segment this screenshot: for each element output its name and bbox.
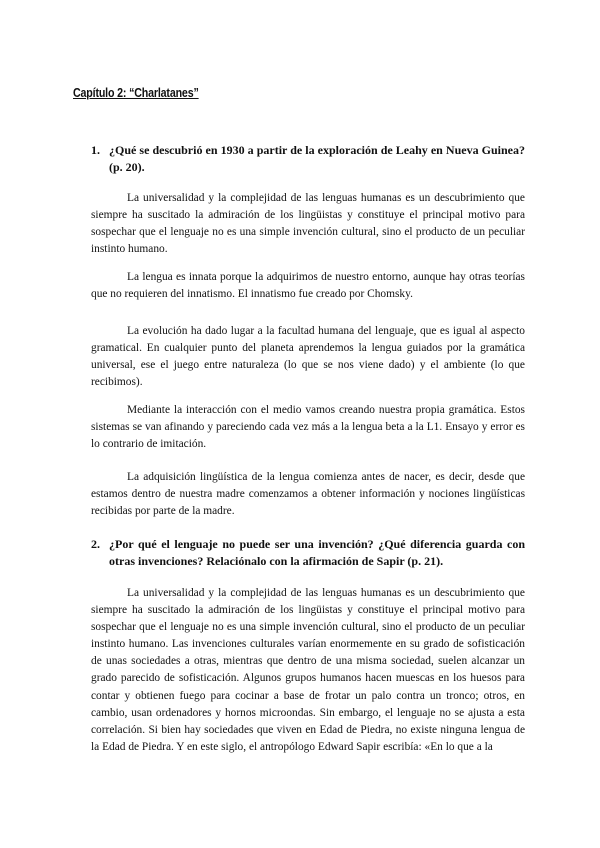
answer-paragraph: La lengua es innata porque la adquirimos de nuestro entorno, aunque hay otras teorías que no requieren del innatismo. El innatismo fue creado por Chomsky. — [91, 271, 525, 301]
question-text: ¿Por qué el lenguaje no puede ser una invención? ¿Qué diferencia guarda con otras invenciones? Relaciónalo con la afirmación de Sapir (p. 21). — [109, 537, 525, 568]
answer-paragraph: La universalidad y la complejidad de las lenguas humanas es un descubrimiento que siempre ha suscitado la admiración de los lingüistas y constituye el principal motivo para sospechar que el lenguaje no es una simple invención cultural, sino el producto de un peculiar instinto humano. Las invenciones culturales varían enormemente en su grado de sofisticación de unas sociedades a otras, mientras que dentro de una misma sociedad, suelen alcanzar un grado parecido de sofisticación. Algunos grupos humanos hacen muescas en los huesos para contar y obtienen fuego para cocinar a base de frotar un palo contra un tronco; otros, en cambio, usan ordenadores y hornos microondas. Sin embargo, el lenguaje no se ajusta a esta correlación. Si bien hay sociedades que viven en Edad de Piedra, no existe ninguna lengua de la Edad de Piedra. Y en este siglo, el antropólogo Edward Sapir escribía: «En lo que a la — [91, 587, 525, 753]
answer-paragraph: La evolución ha dado lugar a la facultad humana del lenguaje, que es igual al aspecto gramatical. En cualquier punto del planeta aprendemos la lengua guiados por la gramática universal, ese el juego entre naturaleza (lo que se nos viene dado) y el ambiente (lo que recibimos). — [91, 325, 525, 389]
chapter-title: Capítulo 2: “Charlatanes” — [73, 85, 199, 100]
question-number: 1. — [91, 143, 100, 157]
question-text: ¿Qué se descubrió en 1930 a partir de la exploración de Leahy en Nueva Guinea? (p. 20). — [109, 143, 525, 174]
question-1 — [91, 142, 525, 176]
question-2 — [91, 536, 525, 570]
answer-paragraph: Mediante la interacción con el medio vamos creando nuestra propia gramática. Estos sistemas se van afinando y pareciendo cada vez más a la lengua beta a la L1. Ensayo y error es lo contrario de imitación. — [91, 404, 525, 451]
answer-paragraph: La adquisición lingüística de la lengua comienza antes de nacer, es decir, desde que estamos dentro de nuestra madre comenzamos a obtener información y nociones lingüísticas recibidas por parte de la madre. — [91, 471, 525, 518]
question-number: 2. — [91, 537, 100, 551]
answer-paragraph: La universalidad y la complejidad de las lenguas humanas es un descubrimiento que siempre ha suscitado la admiración de los lingüistas y constituye el principal motivo para sospechar que el lenguaje no es una simple invención cultural, sino el producto de un peculiar instinto humano. — [91, 192, 525, 256]
